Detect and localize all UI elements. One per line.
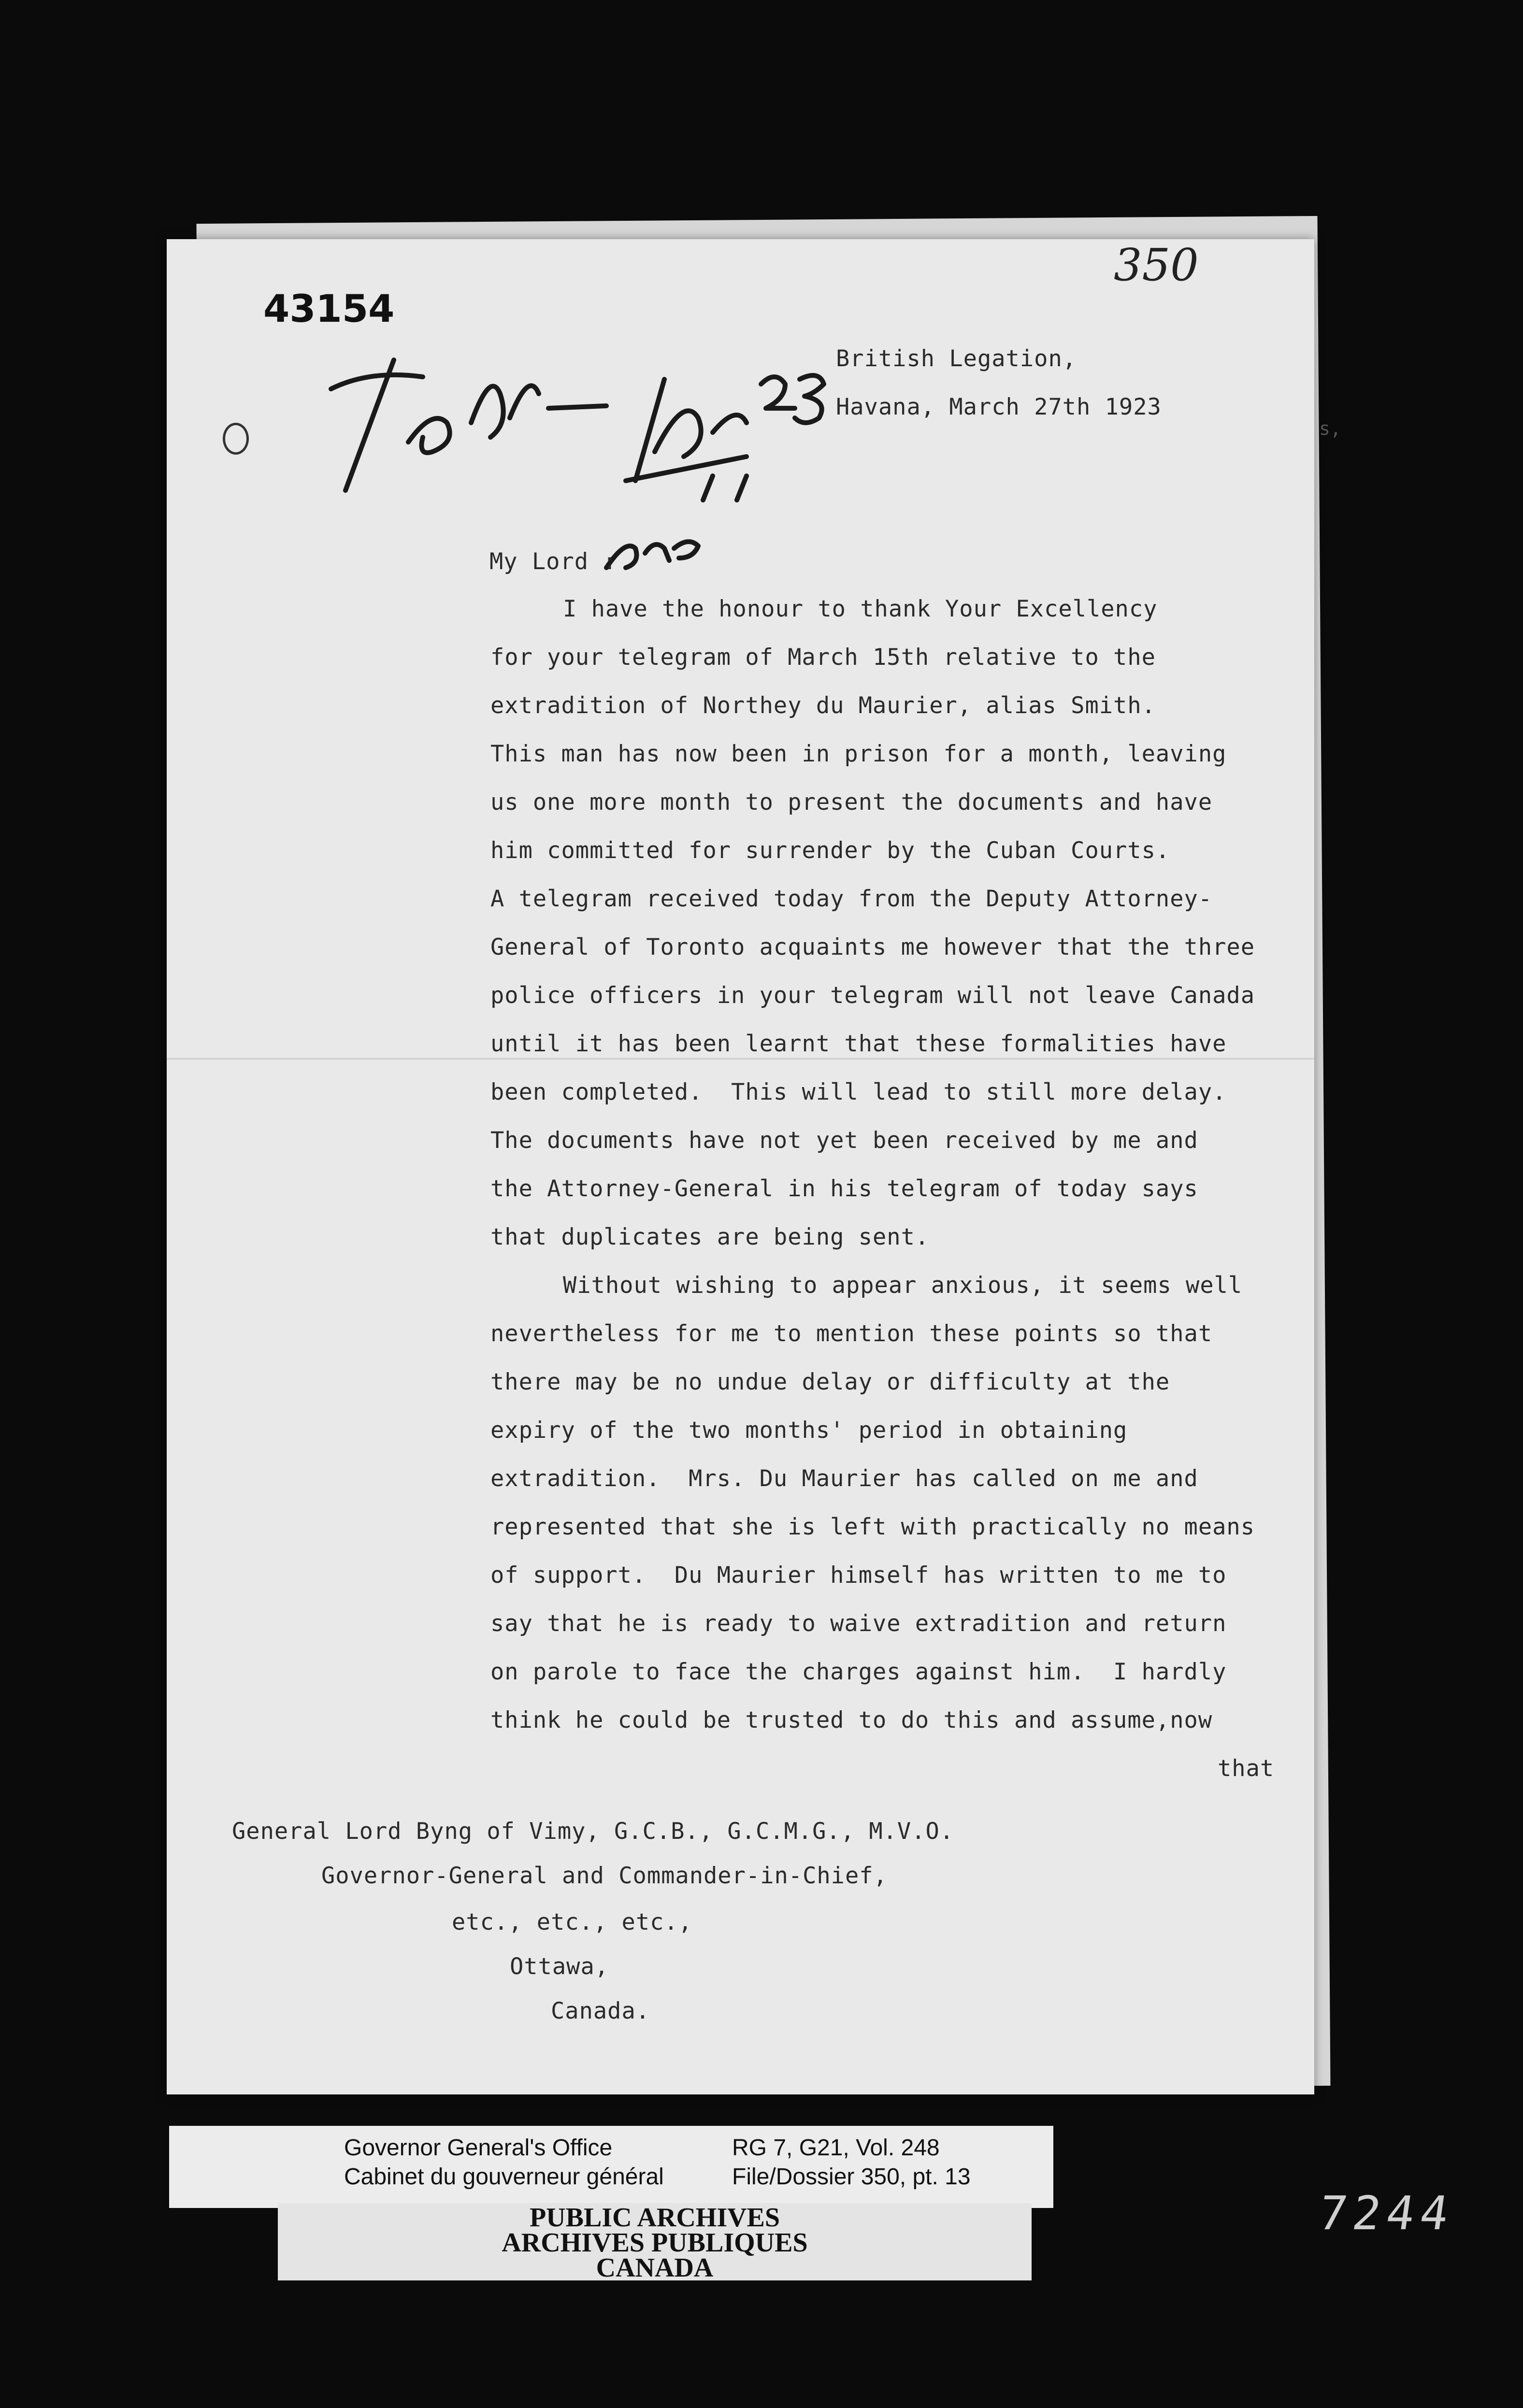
header-line: British Legation,	[836, 345, 1077, 372]
record-group: RG 7, G21, Vol. 248	[732, 2135, 940, 2161]
body-line: us one more month to present the documents and have	[490, 789, 1213, 816]
letter-page	[167, 239, 1341, 2094]
office-french: Cabinet du gouverneur général	[344, 2164, 664, 2190]
punch-hole	[223, 423, 249, 455]
salutation: My Lord :	[489, 548, 617, 575]
body-line: extradition. Mrs. Du Maurier has called on me and	[490, 1465, 1198, 1492]
body-line: say that he is ready to waive extradition and return	[490, 1610, 1227, 1637]
body-line: General of Toronto acquaints me however that the three	[490, 934, 1255, 960]
body-line: the Attorney-General in his telegram of today says	[490, 1175, 1198, 1202]
header-line: Havana, March 27th 1923	[836, 394, 1162, 420]
body-line: until it has been learnt that these formalities have	[490, 1031, 1227, 1057]
document-number: 43154	[263, 287, 395, 331]
catchword: that	[1218, 1755, 1275, 1782]
stamp-line: ARCHIVES PUBLIQUES	[502, 2228, 808, 2258]
body-line: extradition of Northey du Maurier, alias Smith.	[490, 692, 1156, 719]
stamp-line: PUBLIC ARCHIVES	[529, 2203, 780, 2233]
office-english: Governor General's Office	[344, 2135, 613, 2161]
address-line: General Lord Byng of Vimy, G.C.B., G.C.M.G., M.V.O.	[232, 1818, 954, 1845]
fold-line	[167, 1058, 1314, 1060]
body-line: that duplicates are being sent.	[490, 1224, 930, 1250]
address-line: Canada.	[551, 1998, 650, 2024]
body-line: of support. Du Maurier himself has written to me to	[490, 1562, 1227, 1589]
file-reference: File/Dossier 350, pt. 13	[732, 2164, 971, 2190]
address-line: Ottawa,	[510, 1953, 609, 1980]
frame-number: 7244	[1315, 2186, 1458, 2240]
body-line: been completed. This will lead to still more delay.	[490, 1079, 1227, 1105]
body-line: Without wishing to appear anxious, it seems well	[563, 1272, 1243, 1299]
page-number: 350	[1114, 239, 1199, 291]
body-line: think he could be trusted to do this and assume,now	[490, 1707, 1213, 1734]
body-line: This man has now been in prison for a month, leaving	[490, 741, 1227, 767]
body-line: him committed for surrender by the Cuban Courts.	[490, 837, 1170, 864]
body-line: The documents have not yet been received by me and	[490, 1127, 1198, 1154]
margin-mark: s,	[1319, 418, 1341, 439]
body-line: there may be no undue delay or difficulty at the	[490, 1369, 1170, 1395]
body-line: A telegram received today from the Deputy Attorney-	[490, 886, 1213, 912]
body-line: expiry of the two months' period in obtaining	[490, 1417, 1128, 1444]
archive-reference-label	[169, 2126, 1053, 2208]
body-line: for your telegram of March 15th relative to the	[490, 644, 1156, 671]
address-line: Governor-General and Commander-in-Chief,	[321, 1863, 888, 1889]
body-line: I have the honour to thank Your Excellency	[563, 596, 1158, 622]
body-line: on parole to face the charges against him. I hardly	[490, 1659, 1227, 1685]
body-line: represented that she is left with practically no means	[490, 1514, 1255, 1540]
address-line: etc., etc., etc.,	[452, 1909, 693, 1935]
stamp-line: CANADA	[596, 2253, 714, 2283]
body-line: nevertheless for me to mention these points so that	[490, 1320, 1213, 1347]
archives-stamp	[278, 2203, 1032, 2283]
body-line: police officers in your telegram will not leave Canada	[490, 982, 1255, 1009]
